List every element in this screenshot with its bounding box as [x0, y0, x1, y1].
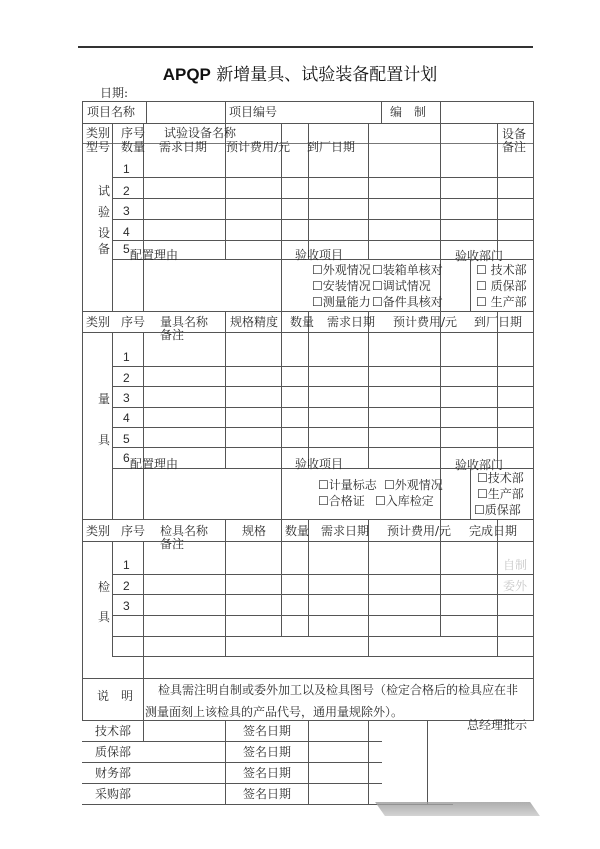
eq-check-spares[interactable]: ☐备件具核对: [372, 295, 443, 309]
f-row-seq: 1: [123, 558, 130, 572]
prepared-by-field[interactable]: [441, 102, 532, 122]
g-acceptance-dept-label: 验收部门: [455, 458, 504, 472]
eq-header-name: 试验设备名称: [164, 126, 237, 140]
g-header-remark: 备注: [160, 328, 185, 342]
notes-label: 说 明: [97, 689, 134, 703]
g-header-spec: 规格精度: [230, 315, 279, 329]
eq-category-char: 备: [98, 242, 111, 256]
signoff-dept: 质保部: [95, 745, 132, 759]
f-option-outsourced: 委外: [503, 579, 528, 593]
g-row-seq: 1: [123, 350, 130, 364]
f-header-need-date: 需求日期: [321, 524, 370, 538]
g-dept-tech[interactable]: ☐技术部: [477, 471, 524, 485]
sign-date-label: 签名日期: [243, 745, 292, 759]
g-check-storage-verify[interactable]: ☐入库检定: [375, 494, 434, 508]
f-header-name: 检具名称: [160, 524, 209, 538]
eq-check-packing-list[interactable]: ☐装箱单核对: [372, 263, 443, 277]
project-no-label: 项目编号: [229, 105, 278, 119]
f-category-char: 具: [98, 610, 111, 624]
f-header-seq: 序号: [121, 524, 146, 538]
sign-date-field[interactable]: [309, 742, 367, 762]
eq-row-seq: 4: [123, 225, 130, 239]
signoff-dept: 采购部: [95, 787, 132, 801]
g-config-reason-label: 配置理由: [130, 457, 179, 471]
g-header-category: 类别: [86, 315, 111, 329]
g-dept-production[interactable]: ☐生产部: [477, 487, 524, 501]
eq-check-measuring[interactable]: ☐测量能力: [312, 295, 371, 309]
date-label: 日期:: [100, 86, 129, 100]
eq-header-cost: 预计费用/元: [226, 140, 291, 154]
f-header-spec: 规格: [242, 524, 267, 538]
g-row-seq: 5: [123, 432, 130, 446]
eq-acceptance-items-label: 验收项目: [295, 248, 344, 262]
f-header-category: 类别: [86, 524, 111, 538]
eq-dept-qa[interactable]: ☐ 质保部: [476, 279, 527, 293]
g-row-seq: 2: [123, 371, 130, 385]
eq-header-seq: 序号: [121, 126, 146, 140]
eq-row-seq: 2: [123, 184, 130, 198]
sign-date-label: 签名日期: [243, 787, 292, 801]
eq-header-remark-top: 设备: [502, 127, 527, 141]
eq-header-model: 型号: [86, 140, 111, 154]
eq-dept-production[interactable]: ☐ 生产部: [476, 295, 527, 309]
g-check-certificate[interactable]: ☐合格证: [318, 494, 365, 508]
g-header-name: 量具名称: [160, 315, 209, 329]
title-main: 新增量具、试验装备配置计划: [216, 65, 438, 85]
f-row-seq: 3: [123, 599, 130, 613]
g-row-seq: 4: [123, 411, 130, 425]
g-category-char: 量: [98, 392, 111, 406]
eq-acceptance-dept-label: 验收部门: [455, 249, 504, 263]
notes-line-1: 检具需注明自制或委外加工以及检具图号（检定合格后的检具应在非: [158, 683, 519, 697]
g-row-seq: 6: [123, 451, 130, 465]
eq-check-installation[interactable]: ☐安装情况: [312, 279, 371, 293]
eq-header-category: 类别: [86, 126, 111, 140]
g-header-seq: 序号: [121, 315, 146, 329]
title-prefix: APQP: [162, 65, 211, 84]
eq-category-char: 试: [98, 184, 111, 198]
gm-approval-label: 总经理批示: [467, 718, 528, 732]
eq-config-reason-label: 配置理由: [130, 248, 179, 262]
page-title: [0, 64, 600, 86]
sign-date-field[interactable]: [309, 763, 367, 783]
g-row-seq: 3: [123, 391, 130, 405]
eq-category-char: 验: [98, 205, 111, 219]
f-header-cost: 预计费用/元: [387, 524, 452, 538]
project-no-field[interactable]: [282, 102, 380, 122]
signoff-dept: 财务部: [95, 766, 132, 780]
prepared-by-label: 编 制: [390, 105, 427, 119]
project-name-label: 项目名称: [87, 105, 136, 119]
eq-check-debugging[interactable]: ☐调试情况: [372, 279, 431, 293]
f-category-char: 检: [98, 580, 111, 594]
notes-line-2: 测量面刻上该检具的产品代号，通用量规除外）。: [145, 705, 404, 719]
g-dept-qa[interactable]: ☐质保部: [474, 503, 521, 517]
g-acceptance-items-label: 验收项目: [295, 457, 344, 471]
eq-header-arrival: 到厂日期: [307, 140, 356, 154]
eq-row-seq: 1: [123, 162, 130, 176]
top-rule: [78, 46, 533, 48]
g-header-qty: 数量: [290, 315, 315, 329]
f-header-remark: 备注: [160, 537, 185, 551]
g-check-appearance[interactable]: ☐外观情况: [384, 478, 443, 492]
eq-header-need-date: 需求日期: [159, 140, 208, 154]
f-row-seq: 2: [123, 579, 130, 593]
project-name-field[interactable]: [147, 102, 224, 122]
eq-header-remark-bottom: 备注: [502, 140, 527, 154]
g-header-arrival: 到厂日期: [474, 315, 523, 329]
g-header-cost: 预计费用/元: [393, 315, 458, 329]
eq-row-seq: 3: [123, 204, 130, 218]
sign-date-label: 签名日期: [243, 766, 292, 780]
f-header-finish: 完成日期: [469, 524, 518, 538]
g-category-char: 具: [98, 433, 111, 447]
sign-date-field[interactable]: [309, 784, 367, 804]
g-header-need-date: 需求日期: [327, 315, 376, 329]
f-header-qty: 数量: [285, 524, 310, 538]
signoff-dept: 技术部: [95, 724, 132, 738]
eq-category-char: 设: [98, 226, 111, 240]
page-shadow: [375, 802, 540, 816]
sign-date-label: 签名日期: [243, 724, 292, 738]
eq-check-appearance[interactable]: ☐外观情况: [312, 263, 371, 277]
g-check-metrology-mark[interactable]: ☐计量标志: [318, 478, 377, 492]
gm-approval-field[interactable]: [428, 734, 532, 802]
sign-date-field[interactable]: [309, 721, 367, 741]
eq-row-seq: 5: [123, 242, 130, 256]
eq-header-qty: 数量: [121, 140, 146, 154]
f-option-inhouse: 自制: [503, 558, 528, 572]
eq-dept-tech[interactable]: ☐ 技术部: [476, 263, 527, 277]
